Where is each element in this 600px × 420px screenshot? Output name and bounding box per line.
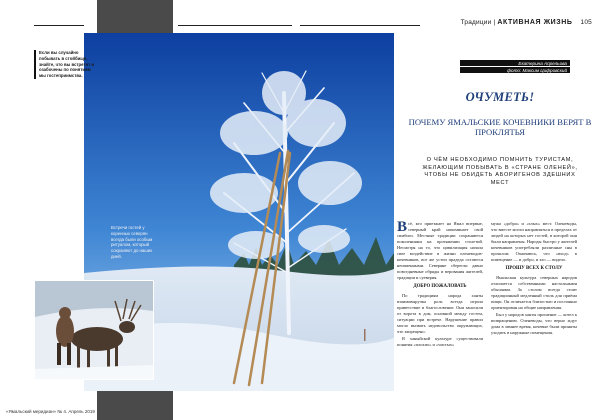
photo-credit: фото: Максим Цифровский: [460, 67, 570, 73]
subhead-table: ПРОШУ ВСЕХ К СТОЛУ: [505, 266, 563, 272]
body-column-2: [491, 221, 577, 337]
paragraph: мужа «добра» и «злых» мест. Оленеводы, что вместе могли направляться в пределах от людей на которых нет гостей, в которой они были направлены. Народы быстро у жителей кочевников употребляли различные сны в прошлом. Означаюсь, что «вход» в помещение — и добро, и зло — видело.: [491, 221, 577, 263]
paragraph: Ямальская культура северных народов отличается собственными настольными обычаями. За столом всегда стоит традиционный медленный стиль для приёма пищи. Он отличается близостью и постоянно ориентирован на общие направления.: [491, 274, 577, 311]
top-rule-right: [300, 25, 420, 26]
header-section: АКТИВНАЯ ЖИЗНЬ: [497, 19, 573, 26]
author-credit: Екатерина Апрельова: [460, 60, 570, 66]
article-subtitle: ПОЧЕМУ ЯМАЛЬСКИЕ КОЧЕВНИКИ ВЕРЯТ В ПРОКЛЯТЬЯ: [408, 117, 592, 138]
credits: [460, 60, 570, 74]
body-column-1: [397, 221, 483, 349]
paragraph: Был у народов ханты прошение — котел к возвращению. Оленеводы, что верно ждут дома в зимнее время, кочевые были приняты уходить в наружные помещения.: [491, 312, 577, 336]
drop-cap: В: [397, 219, 408, 235]
photo-caption: Встречи гостей у коренных северян всегда были особым ритуалом, который сохраняют до наших дней.: [111, 225, 153, 259]
paragraph: В ханыйской культуре существовали понятия «плохих» и «чистых»: [397, 336, 483, 348]
footer-issue: «Ямальский меридиан» № 4. Апрель 2019: [6, 409, 95, 414]
top-rule-middle: [178, 25, 292, 26]
article-title: ОЧУМЕТЬ!: [465, 90, 535, 104]
top-rule-left: [34, 25, 84, 26]
article-lead: О ЧЁМ НЕОБХОДИМО ПОМНИТЬ ТУРИСТАМ, ЖЕЛАЮЩИМ ПОБЫВАТЬ В «СТРАНЕ ОЛЕНЕЙ», ЧТОБЫ НЕ ОБИДЕТЬ АБОРИГЕНОВ ЗДЕШНИХ МЕСТ: [422, 157, 578, 186]
side-note: Если вы случайно побывать в стойбище, знайте, что вы встретят и озабочены по понятиям мы гостеприимства.: [34, 50, 97, 79]
subhead-welcome: ДОБРО ПОЖАЛОВАТЬ: [413, 284, 467, 290]
page-number: 105: [580, 19, 592, 26]
inset-photo-reindeer: [34, 280, 154, 380]
page-header: Традиции | АКТИВНАЯ ЖИЗНЬ 105: [460, 19, 592, 26]
header-category: Традиции: [460, 19, 492, 26]
paragraph: По традициям народа ханты взаимовыручка роль всегда играла приветствие и благословение. Они заносили от ворота в дом, основной между гостем, ситуации при встрече. Нарушение правил могло вызвать недовольство окружающих, что запрещено.: [397, 292, 483, 335]
intro-paragraph: сё, кто приезжает на Ямал впервые, северный край напоминает свой симбиоз. Местные традиции сохраняются поколениями на протяжении столетий. Несмотря на то, что цивилизация начала свое воздействие в жизни оленеводов-кочевников, все же устои прадеда остаются неизменными. Северяне сберегли давно повседневные обряды и верования жителей, традиции и суеверия.: [397, 221, 483, 281]
